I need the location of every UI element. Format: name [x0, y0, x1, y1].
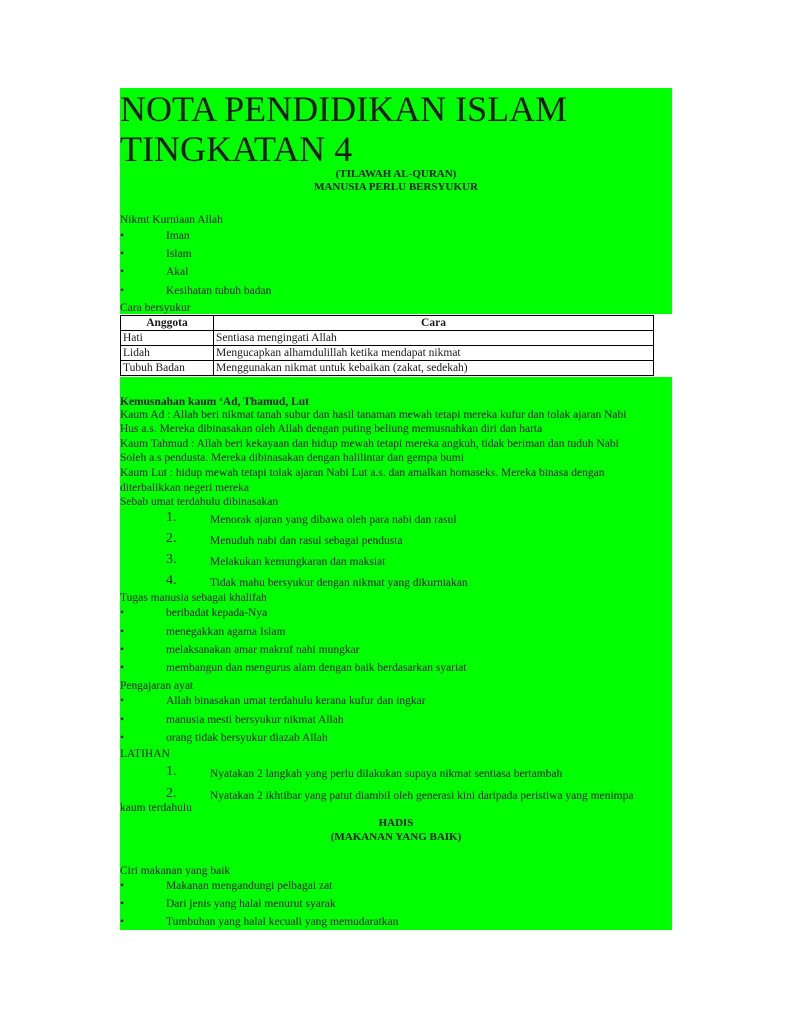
bullet-icon: • [120, 695, 125, 707]
doc-title-line2: TINGKATAN 4 [120, 129, 353, 169]
table-cell: Hati [121, 331, 214, 346]
nikmat-label: Nikmt Kurniaan Allah [120, 214, 223, 226]
paragraph-line: Hus a.s. Mereka dibinasakan oleh Allah dengan puting beliung memusnahkan diri dan harta [120, 423, 543, 435]
latihan-label: LATIHAN [120, 748, 170, 760]
ciri-label: Ciri makanan yang baik [120, 865, 231, 877]
bersyukur-table [120, 315, 654, 376]
paragraph-line: Soleh a.s pendusta. Mereka dibinasakan dengan halilintar dan gempa bumi [120, 452, 464, 464]
bullet-icon: • [120, 626, 125, 638]
pengajaran-label: Pengajaran ayat [120, 680, 194, 692]
paragraph-line: Kaum Lut : hidup mewah tetapi tolak ajaran Nabi Lut a.s. dan amalkan homaseks. Mereka binasa dengan [120, 467, 605, 479]
bullet-icon: • [120, 248, 125, 260]
table-row [121, 331, 654, 346]
bullet-icon: • [120, 266, 125, 278]
table-header-row [121, 316, 654, 331]
hadis-subheading: (MAKANAN YANG BAIK) [330, 831, 462, 843]
cara-label: Cara bersyukur [120, 302, 191, 314]
column-header: Anggota [121, 316, 214, 331]
latihan-continuation: kaum terdahulu [120, 802, 192, 814]
kemusnahan-heading: Kemusnahan kaum ‘Ad, Thamud, Lut [120, 396, 309, 408]
bullet-icon: • [120, 880, 125, 892]
paragraph-line: Kaum Tahmud : Allah beri kekayaan dan hidup mewah tetapi mereka angkuh, tidak beriman dan tuduh Nabi [120, 438, 619, 450]
content-block: Kemusnahan kaum ‘Ad, Thamud, Lut Kaum Ad : Allah beri nikmat tanah subur dan hasil tanaman mewah tetapi mereka kufur dan tolak ajaran Nabi Hus a.s. Mereka dibinasakan oleh Allah dengan puting beliung memusnahkan diri dan harta Kaum Tahmud : Allah beri kekayaan dan hidup mewah tetapi mereka angkuh, tidak beriman dan tuduh Nabi Soleh a.s pendusta. Mereka dibinasakan dengan halilintar dan gempa bumi Kaum Lut : hidup mewah tetapi tolak ajaran Nabi Lut a.s. dan amalkan homaseks. Mereka binasa dengan diterbalikkan negeri mereka Sebab umat terdahulu dibinasakan 1. Menorak ajaran yang dibawa oleh para nabi dan rasul 2. Menuduh nabi dan rasul sebagai pendusta 3. Melakukan kemungkaran dan maksiat 4. Tidak mahu bersyukur dengan nikmat yang dikurniakan Tugas manusia sebagai khalifah • beribadat kepada-Nya • menegakkan agama Islam • melaksanakan amar makruf nahi mungkar • membangun dan mengurus alam dengan baik berdasarkan syariat Pengajaran ayat • Allah binasakan umat terdahulu kerana kufur dan ingkar • manusia mesti bersyukur nikmat Allah • orang tidak bersyukur diazab Allah LATIHAN 1. Nyatakan 2 langkah yang perlu dilakukan supaya nikmat sentiasa bertambah 2. Nyatakan 2 ikhtibar yang patut diambil oleh generasi kini daripada peristiwa yang menimpa kaum terdahulu HADIS (MAKANAN YANG BAIK) Ciri makanan yang baik • Makanan mengandungi pelbagai zat • Dari jenis yang halal menurut syarak • Tumbuhan yang halal kecuali yang memudaratkan [120, 377, 672, 930]
section-heading-tilawah: (TILAWAH AL-QURAN) [335, 168, 457, 180]
bullet-icon: • [120, 732, 125, 744]
bullet-icon: • [120, 644, 125, 656]
sebab-label: Sebab umat terdahulu dibinasakan [120, 496, 279, 508]
table-cell: Lidah [121, 346, 214, 361]
bullet-icon: • [120, 285, 125, 297]
section-heading-bersyukur: MANUSIA PERLU BERSYUKUR [314, 181, 478, 193]
paragraph-line: diterbalikkan negeri mereka [120, 482, 249, 494]
bullet-icon: • [120, 916, 125, 928]
table-cell: Sentiasa mengingati Allah [214, 331, 654, 346]
title-block: NOTA PENDIDIKAN ISLAM TINGKATAN 4 (TILAWAH AL-QURAN) MANUSIA PERLU BERSYUKUR Nikmt Kurniaan Allah • Iman • Islam • Akal • Kesihatan tubuh badan Cara bersyukur [120, 88, 672, 314]
table-cell: Menggunakan nikmat untuk kebaikan (zakat, sedekah) [214, 361, 654, 376]
bullet-icon: • [120, 230, 125, 242]
bullet-icon: • [120, 607, 125, 619]
doc-title-line1: NOTA PENDIDIKAN ISLAM [120, 89, 568, 129]
bullet-icon: • [120, 714, 125, 726]
hadis-heading: HADIS [378, 817, 414, 829]
paragraph-line: Kaum Ad : Allah beri nikmat tanah subur dan hasil tanaman mewah tetapi mereka kufur dan tolak ajaran Nabi [120, 409, 627, 421]
bullet-icon: • [120, 662, 125, 674]
table-row [121, 361, 654, 376]
bullet-icon: • [120, 898, 125, 910]
table-cell: Tubuh Badan [121, 361, 214, 376]
column-header: Cara [214, 316, 654, 331]
table-row [121, 346, 654, 361]
table-cell: Mengucapkan alhamdulillah ketika mendapat nikmat [214, 346, 654, 361]
tugas-label: Tugas manusia sebagai khalifah [120, 592, 267, 604]
